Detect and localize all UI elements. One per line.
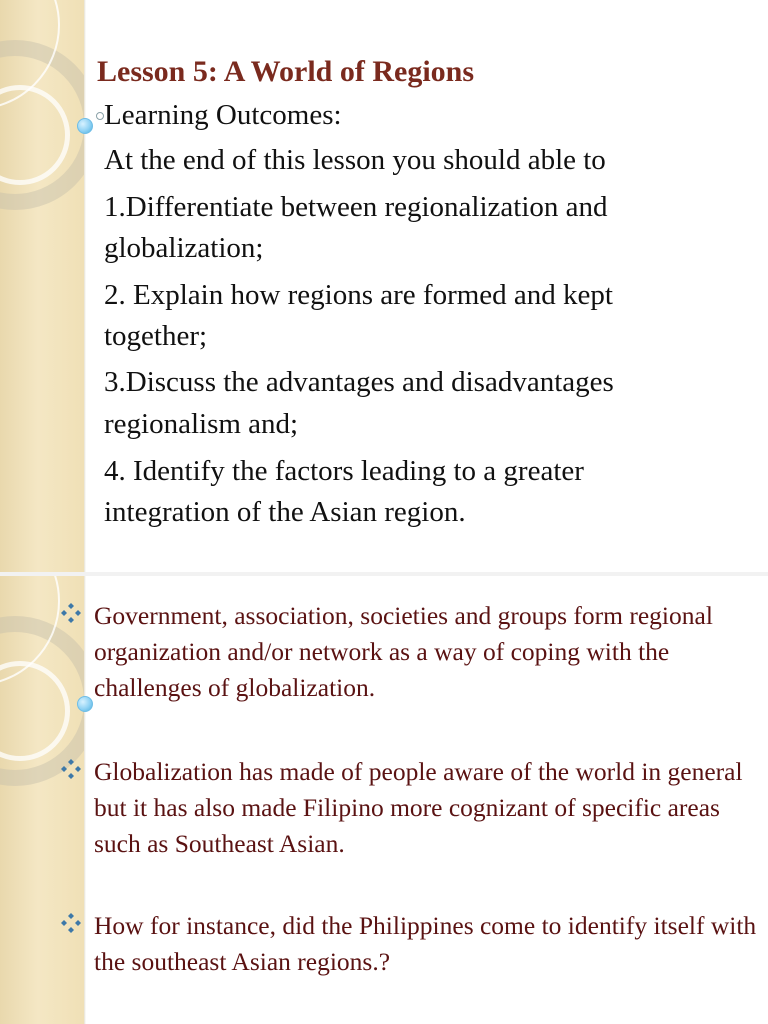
outcomes-heading: Learning Outcomes: — [104, 99, 342, 131]
outcome-line: together; — [104, 320, 208, 352]
outcome-line: 3.Discuss the advantages and disadvantages — [104, 366, 614, 398]
bullet-text: Government, association, societies and groups form regional organization and/or network as a way of coping with the challenges of globalization. — [94, 601, 713, 702]
decorative-side-band — [0, 576, 84, 1024]
outcome-line: 1.Differentiate between regionalization and — [104, 191, 608, 223]
band-divider — [84, 0, 86, 572]
diamond-bullet-icon — [60, 602, 82, 624]
outcome-line: 2. Explain how regions are formed and kept — [104, 279, 613, 311]
slide-globalization-bullets — [0, 576, 768, 1024]
bullet-text: How for instance, did the Philippines come to identify itself with the southeast Asian regions.? — [94, 911, 757, 976]
accent-dot-icon — [77, 118, 93, 134]
small-circle-bullet-icon — [96, 112, 104, 120]
bullet-text: Globalization has made of people aware of the world in general but it has also made Filipino more cognizant of specific areas such as Southeast Asian. — [94, 757, 743, 858]
decorative-side-band — [0, 0, 84, 572]
slide-title: Lesson 5: A World of Regions — [97, 55, 475, 88]
band-divider — [84, 576, 86, 1024]
outcome-line: At the end of this lesson you should able to — [104, 144, 606, 176]
accent-dot-icon — [77, 696, 93, 712]
diamond-bullet-icon — [60, 758, 82, 780]
outcome-line: integration of the Asian region. — [104, 496, 466, 528]
outcome-line: regionalism and; — [104, 408, 299, 440]
diamond-bullet-icon — [60, 912, 82, 934]
outcome-line: globalization; — [104, 232, 264, 264]
outcome-line: 4. Identify the factors leading to a greater — [104, 455, 584, 487]
